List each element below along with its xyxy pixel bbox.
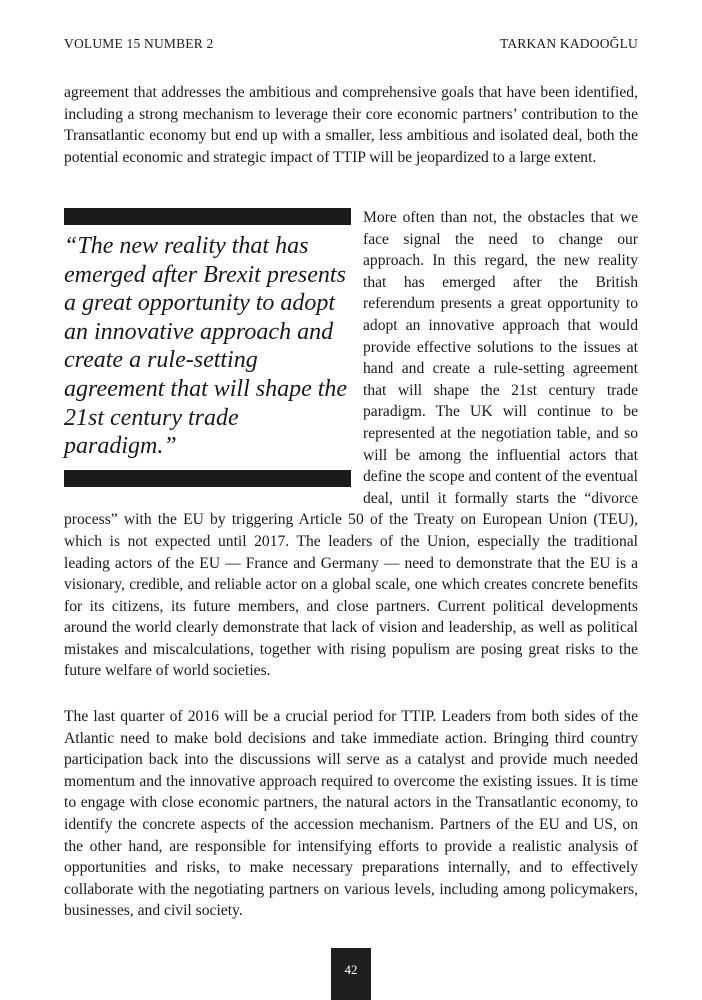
paragraph-1 (64, 82, 638, 168)
pull-quote-text: “The new reality that has emerged after Brexit presents a great opportunity to adopt an innovative approach and create a rule-setting agreement that will shape the 21st century trade paradigm.” (64, 233, 348, 460)
page-number-text: 42 (344, 962, 358, 977)
author-name: TARKAN KADOOĞLU (499, 36, 638, 51)
pull-quote-top-bar (64, 208, 351, 225)
paragraph-3 (64, 706, 638, 922)
pull-quote (64, 207, 351, 489)
pull-quote-bottom-bar (64, 470, 351, 487)
page-number (331, 948, 371, 1000)
paragraph-1-text: agreement that addresses the ambitious and comprehensive goals that have been identified, including a strong mechanism to leverage their core economic partners’ contribution to the Transatlantic economy but end up with a smaller, less ambitious and isolated deal, both the potential economic and strategic impact of TTIP will be jeopardized to a large extent. (64, 84, 638, 166)
paragraph-2-text: More often than not, the obstacles that we face signal the need to change our approach. In this regard, the new reality that has emerged after the British referendum presents a great opportunity to adopt an innovative approach that would provide effective solutions to the issues at hand and create a rule-setting agreement that will shape the 21st century trade paradigm. The UK will continue to be represented at the negotiation table, and so will be among the influential actors that define the scope and content of the eventual deal, until it formally starts the “divorce process” with the EU by triggering Article 50 of the Treaty on European Union (TEU), which is not expected until 2017. The leaders of the Union, especially the traditional leading actors of the EU — France and Germany — need to demonstrate that the EU is a visionary, credible, and reliable actor on a global scale, one which creates concrete benefits for its citizens, its future members, and close partners. Current political developments around the world clearly demonstrate that lack of vision and leadership, as well as political mistakes and miscalculations, together with rising populism are posing great risks to the future welfare of world societies. (64, 209, 638, 680)
running-header (64, 36, 638, 52)
journal-volume: VOLUME 15 NUMBER 2 (64, 36, 214, 51)
paragraph-3-text: The last quarter of 2016 will be a crucial period for TTIP. Leaders from both sides of the Atlantic need to make bold decisions and take immediate action. Bringing third country participation back into the discussions will serve as a catalyst and provide much needed momentum and the innovative approach required to overcome the existing issues. It is time to engage with close economic partners, the natural actors in the Transatlantic economy, to identify the concrete aspects of the accession mechanism. Partners of the EU and US, on the other hand, are responsible for intensifying efforts to provide a realistic analysis of opportunities and risks, to make necessary preparations internally, and to effectively collaborate with the negotiating partners on various levels, including among policymakers, businesses, and civil society. (64, 708, 638, 920)
pull-quote-section (64, 207, 638, 682)
